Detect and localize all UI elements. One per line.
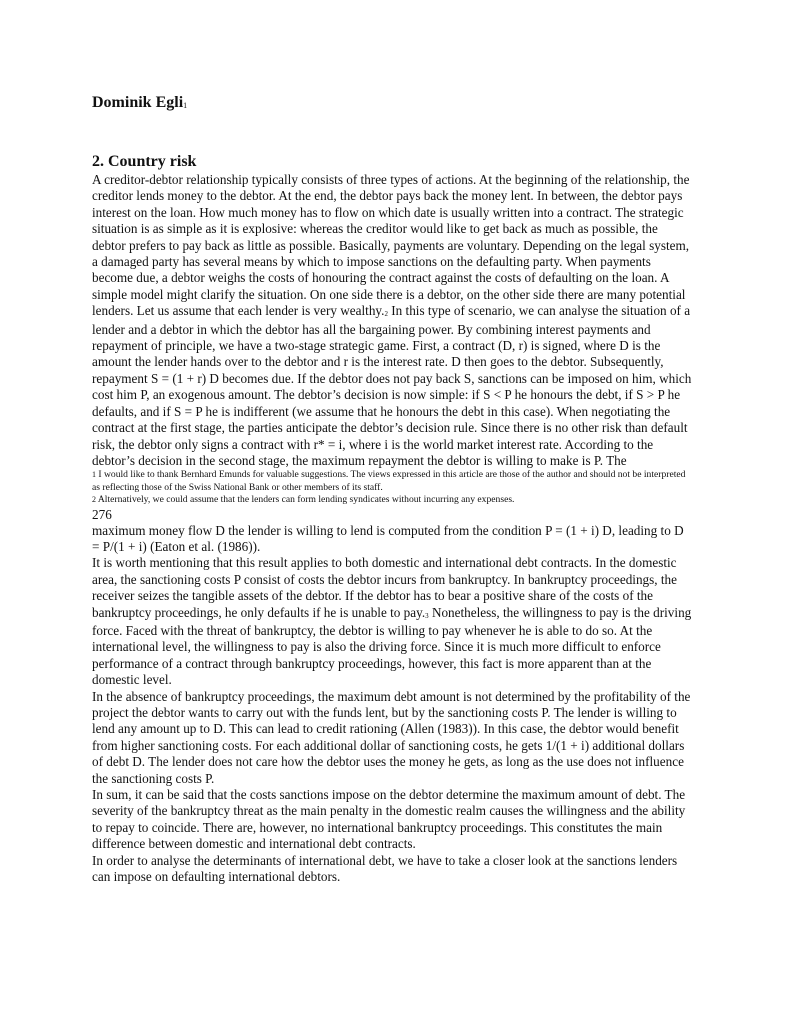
paragraph-1 xyxy=(92,172,692,469)
section-title: 2. Country risk xyxy=(92,153,197,170)
paragraph-1-part-a: A creditor-debtor relationship typically consists of three types of actions. At the beginning of the relationship, the creditor lends money to the debtor. At the end, the debtor pays back the money lent. In between, the debtor pays interest on the loan. How much money has to flow on which date is usually written into a contract. The strategic situation is as simple as it is explosive: whereas the creditor would like to get back as much as possible, the debtor prefers to pay back as little as possible. Basically, payments are voluntary. Depending on the legal system, a damaged party has several means by which to impose sanctions on the defaulting party. When payments become due, a debtor weighs the costs of honouring the contract against the costs of defaulting on the loan. A simple model might clarify the situation. On one side there is a debtor, on the other side there are many potential lenders. Let us assume that each lender is very wealthy. xyxy=(92,172,690,319)
author-footnote-marker: 1 xyxy=(183,101,188,110)
paragraph-5: In sum, it can be said that the costs sanctions impose on the debtor determine the maximum amount of debt. The severity of the bankruptcy threat as the main penalty in the domestic realm causes the willingness and the ability to repay to coincide. There are, however, no international bankruptcy proceedings. This constitutes the main difference between domestic and international debt contracts. xyxy=(92,787,686,852)
paragraph-4: In the absence of bankruptcy proceedings, the maximum debt amount is not determined by the profitability of the project the debtor wants to carry out with the funds lent, but by the sanctioning costs P. The lender is willing to lend any amount up to D. This can lead to credit rationing (Allen (1983)). In this case, the debtor would benefit from higher sanctioning costs. For each additional dollar of sanctioning costs, he gets 1/(1 + i) additional dollars of debt D. The lender does not care how the debtor uses the money he gets, as long as the use does not influence the sanctioning costs P. xyxy=(92,688,691,786)
author-name: Dominik Egli xyxy=(92,94,184,111)
footnotes xyxy=(92,469,692,506)
footnote-number: 2 xyxy=(92,495,96,505)
paragraph-2: maximum money flow D the lender is willing to lend is computed from the condition P = (1 + i) D, leading to D = P/(1 + i) (Eaton et al. (1986)). xyxy=(92,522,684,554)
paragraph-3-part-a: It is worth mentioning that this result applies to both domestic and international debt contracts. In the domestic area, the sanctioning costs P consist of costs the debtor incurs from bankruptcy. In bankruptcy proceedings, the receiver seizes the tangible assets of the debtor. If the debtor has to bear a positive share of the costs of the bankruptcy proceedings, he only defaults if he is unable to pay. xyxy=(92,555,677,620)
author-heading xyxy=(92,93,692,115)
footnote-1 xyxy=(92,469,692,494)
paragraph-1-part-b: In this type of scenario, we can analyse the situation of a lender and a debtor in which the debtor has all the bargaining power. By combining interest payments and repayment of principle, we have a two-stage strategic game. First, a contract (D, r) is signed, where D is the amount the lender hands over to the debtor and r is the interest rate. D then goes to the debtor. Subsequently, repayment S = (1 + r) D becomes due. If the debtor does not pay back S, sanctions can be imposed on him, which cost him P, an exogenous amount. The debtor’s decision is now simple: if S < P he honours the debt, if S > P he defaults, and if S = P he is indifferent (we assume that he honours the debt in this case). When negotiating the contract at the first stage, the parties anticipate the debtor’s decision rule. Since there is no other risk than default risk, the debtor only signs a contract with r* = i, where i is the world market interest rate. According to the debtor’s decision in the second stage, the maximum repayment the debtor is willing to make is P. The xyxy=(92,303,692,468)
paragraph-6: In order to analyse the determinants of international debt, we have to take a closer look at the sanctions lenders can impose on defaulting international debtors. xyxy=(92,852,678,885)
footnote-marker-2: 2 xyxy=(384,310,388,319)
footnote-text: I would like to thank Bernhard Emunds for valuable suggestions. The views expressed in this article are those of the author and should not be interpreted as reflecting those of the Swiss National Bank or other members of its staff. xyxy=(92,469,686,493)
paragraph-3 xyxy=(92,555,692,688)
footnote-marker-3: 3 xyxy=(425,611,429,620)
paragraph-3-part-b: Nonetheless, the willingness to pay is the driving force. Faced with the threat of bankruptcy, the debtor is willing to pay whenever he is able to do so. At the international level, the willingness to pay is also the driving force. Since it is much more difficult to enforce performance of a contract through bankruptcy proceedings, however, this fact is more apparent than at the domestic level. xyxy=(92,604,692,688)
footnote-2 xyxy=(92,494,692,506)
footnote-text: Alternatively, we could assume that the lenders can form lending syndicates without incurring any expenses. xyxy=(96,494,515,506)
page-number: 276 xyxy=(92,506,112,522)
document-page xyxy=(92,93,692,885)
footnote-number: 1 xyxy=(92,470,96,480)
